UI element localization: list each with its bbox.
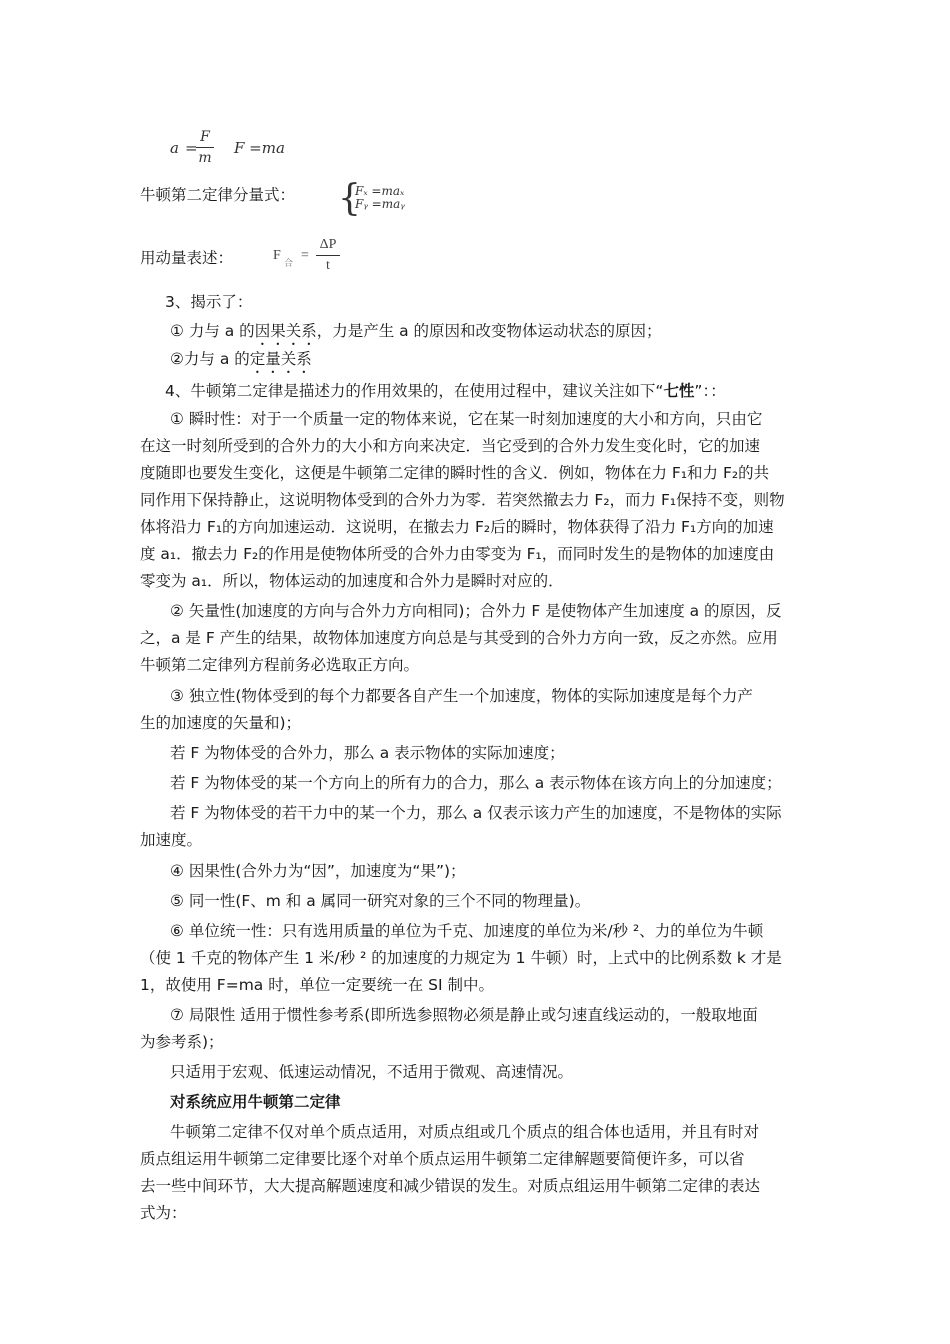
system-line-4: 式为： <box>140 1204 187 1222</box>
system-line-3: 去一些中间环节，大大提高解题速度和减少错误的发生。对质点组运用牛顿第二定律的表达 <box>140 1177 761 1195</box>
instant-line-1: ① 瞬时性：对于一个质量一定的物体来说，它在某一时刻加速度的大小和方向，只由它 <box>170 410 763 428</box>
vector-line-1: ② 矢量性(加速度的方向与合外力方向相同)；合外力 F 是使物体产生加速度 a 的原因，反 <box>170 602 782 620</box>
momentum-f: F <box>273 248 281 263</box>
section-3-point-1: ① 力与 a 的因果关系，力是产生 a 的原因和改变物体运动状态的原因； <box>170 322 662 340</box>
formula-f-ma: F =ma <box>234 139 285 157</box>
section-3-heading: 3、揭示了： <box>165 293 253 311</box>
unit-line-1: ⑥ 单位统一性：只有选用质量的单位为千克、加速度的单位为米/秒 ²、力的单位为牛顿 <box>170 922 764 940</box>
instant-line-6: 度 a₁．撤去力 F₂的作用是使物体所受的合外力由零变为 F₁，而同时发生的是物体的加速度由 <box>140 545 775 563</box>
formula-fraction <box>196 128 214 167</box>
independence-line-1: ③ 独立性(物体受到的每个力都要各自产生一个加速度，物体的实际加速度是每个力产 <box>170 687 753 705</box>
section-4-heading: 4、牛顿第二定律是描述力的作用效果的，在使用过程中，建议关注如下“七性”：： <box>165 382 726 400</box>
unit-line-3: 1，故使用 F=ma 时，单位一定要统一在 SI 制中。 <box>140 976 494 994</box>
system-line-1: 牛顿第二定律不仅对单个质点适用，对质点组或几个质点的组合体也适用，并且有时对 <box>170 1123 760 1141</box>
instant-line-3: 度随即也要发生变化，这便是牛顿第二定律的瞬时性的含义．例如，物体在力 F₁和力 F₂的共 <box>140 464 770 482</box>
component-label: 牛顿第二定律分量式： <box>140 186 296 204</box>
if-single-force-line-1: 若 F 为物体受的若干力中的某一个力，那么 a 仅表示该力产生的加速度，不是物体的实际 <box>170 804 782 822</box>
momentum-fraction-bar <box>316 255 340 256</box>
momentum-subscript: 合 <box>284 259 294 269</box>
unit-line-2: （使 1 千克的物体产生 1 米/秒 ² 的加速度的力规定为 1 牛顿）时，上式中的比例系数 k 才是 <box>140 949 782 967</box>
identity: ⑤ 同一性(F、m 和 a 属同一研究对象的三个不同的物理量)。 <box>170 892 591 910</box>
fraction-denominator: m <box>198 150 212 166</box>
formula-equals: = <box>185 139 198 157</box>
limit-line-2: 为参考系)； <box>140 1033 224 1051</box>
if-direction-force: 若 F 为物体受的某一个方向上的所有力的合力，那么 a 表示物体在该方向上的分加速度； <box>170 774 782 792</box>
limit-line-1: ⑦ 局限性 适用于惯性参考系(即所选参照物必须是静止或匀速直线运动的，一般取地面 <box>170 1006 758 1024</box>
if-net-force: 若 F 为物体受的合外力，那么 a 表示物体的实际加速度； <box>170 744 565 762</box>
system-heading: 对系统应用牛顿第二定律 <box>170 1093 341 1111</box>
momentum-numerator: ΔP <box>319 237 337 252</box>
instant-line-5: 体将沿力 F₁的方向加速运动．这说明，在撤去力 F₂后的瞬时，物体获得了沿力 F₁方向的加速 <box>140 518 774 536</box>
macro-only: 只适用于宏观、低速运动情况，不适用于微观、高速情况。 <box>170 1063 574 1081</box>
component-row-x: Fₓ =maₓ <box>355 184 405 198</box>
vector-line-2: 之，a 是 F 产生的结果，故物体加速度方向总是与其受到的合外力方向一致，反之亦然。应用 <box>140 629 778 647</box>
section-3-point-2: ②力与 a 的定量关系 <box>170 350 312 368</box>
if-single-force-line-2: 加速度。 <box>140 831 203 849</box>
fraction-numerator: F <box>200 129 210 145</box>
momentum-label: 用动量表述： <box>140 249 234 267</box>
instant-line-4: 同作用下保持静止，这说明物体受到的合外力为零．若突然撤去力 F₂，而力 F₁保持不变，则物 <box>140 491 785 509</box>
independence-line-2: 生的加速度的矢量和)； <box>140 714 302 732</box>
vector-line-3: 牛顿第二定律列方程前务必选取正方向。 <box>140 656 420 674</box>
momentum-denominator: t <box>326 258 330 273</box>
system-line-2: 质点组运用牛顿第二定律要比逐个对单个质点运用牛顿第二定律解题要简便许多，可以省 <box>140 1150 745 1168</box>
momentum-fraction <box>316 236 340 275</box>
component-row-y: Fᵧ =maᵧ <box>355 197 405 211</box>
fraction-bar <box>196 147 214 148</box>
brace-icon: { <box>338 178 361 219</box>
formula-a: a <box>170 139 179 157</box>
momentum-equals: = <box>301 248 309 263</box>
instant-line-2: 在这一时刻所受到的合外力的大小和方向来决定．当它受到的合外力发生变化时，它的加速 <box>140 437 761 455</box>
causality: ④ 因果性(合外力为“因”，加速度为“果”)； <box>170 862 466 880</box>
component-equations <box>355 185 405 211</box>
instant-line-7: 零变为 a₁．所以，物体运动的加速度和合外力是瞬时对应的． <box>140 572 564 590</box>
